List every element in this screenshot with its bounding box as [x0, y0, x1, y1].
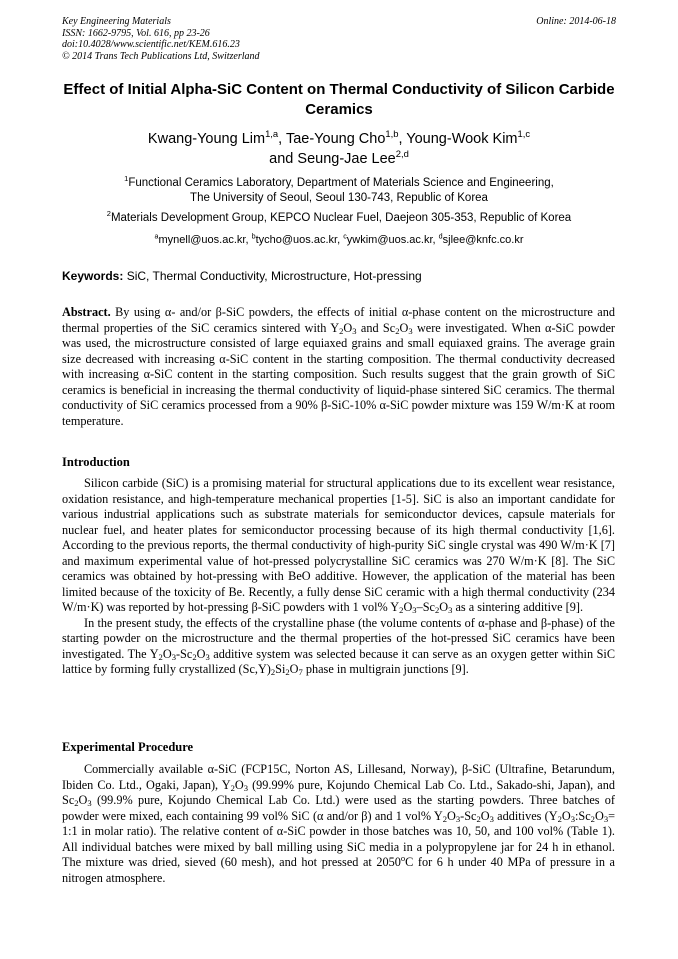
author-name: Kwang-Young Lim — [147, 131, 266, 147]
subscript: 3 — [603, 813, 609, 824]
subscript: 3 — [243, 782, 249, 793]
experimental-body — [62, 762, 615, 886]
subscript: 2 — [158, 651, 163, 662]
email-mark: a — [154, 232, 159, 241]
superscript: o — [400, 852, 406, 863]
journal-issn: ISSN: 1662-9795, Vol. 616, pp 23-26 — [62, 27, 210, 39]
journal-header — [62, 16, 260, 62]
subscript: 2 — [285, 667, 290, 677]
subscript: 2 — [434, 605, 440, 615]
subscript: 3 — [448, 605, 453, 615]
paragraph-text: O — [439, 600, 449, 614]
subscript: 2 — [442, 813, 447, 824]
keywords-label: Keywords: — [62, 269, 124, 283]
email-link[interactable]: mynell@uos.ac.kr — [158, 234, 246, 246]
affiliation-1 — [62, 176, 616, 206]
subscript: 3 — [408, 325, 413, 336]
author-emails: $^a$mynell@uos.ac.kr, $^b$tycho@uos.ac.kr, $^c$ywkim@uos.ac.kr, $^d$sjlee@knfc.co.kr — [154, 232, 524, 246]
journal-name: Key Engineering Materials — [62, 16, 171, 27]
email-mark: b — [251, 232, 256, 241]
author-affil-mark: 1,c — [517, 128, 531, 140]
author-affil-mark: 1,a — [265, 128, 279, 140]
author-list — [62, 129, 616, 169]
subscript: 3 — [489, 813, 494, 824]
paragraph-text: O — [403, 600, 413, 614]
email-mark: c — [343, 232, 347, 241]
email-link[interactable]: ywkim@uos.ac.kr — [346, 234, 433, 246]
paragraph-text: = 1:1 in molar ratio). The relative content of α-SiC powder in those batches was 10, 50, and 100 vol% (Table 1). All individual batches were mixed by ball milling using SiC media in a polypropylene jar for 24 h in ethanol. The mixture was dried, sieved (60 mesh), and hot pressed at 2050 — [62, 808, 616, 869]
paragraph-text: additive system was selected because it can serve as an oxygen getter within SiC lattice by forming fully crystallized (Sc,Y) — [62, 646, 615, 676]
affil-line: The University of Seoul, Seoul 130-743, Republic of Korea — [190, 192, 488, 204]
paragraph-text: O — [447, 808, 456, 823]
intro-paragraph-2 — [62, 616, 615, 678]
subscript: 2 — [590, 813, 595, 824]
subscript: 2 — [270, 667, 276, 677]
subscript: 2 — [557, 813, 562, 824]
affil-line: Materials Development Group, KEPCO Nuclear Fuel, Daejeon 305-353, Republic of Korea — [110, 212, 572, 224]
subscript: 3 — [412, 605, 417, 615]
experimental-paragraph-1 — [62, 762, 615, 886]
subscript: 2 — [230, 782, 235, 793]
abstract-text: O — [399, 320, 409, 335]
abstract-label: Abstract. — [62, 305, 111, 319]
subscript: 3 — [171, 651, 176, 662]
subscript: 2 — [476, 813, 481, 824]
abstract-text: and Sc — [356, 320, 396, 335]
paragraph-text: (99.9% pure, Kojundo Chemical Lab Co. Ltd.) were used as the starting powders. Three batches of powder were mixed, each containing 99 vol% SiC (α and/or β) and 1 vol% Y — [62, 793, 615, 823]
paragraph-text: -Sc — [175, 646, 193, 661]
paragraph-text: as a sintering additive [9]. — [452, 600, 584, 614]
abstract-text: O — [343, 320, 353, 335]
paragraph-text: O — [594, 808, 604, 823]
author-name: Young-Wook Kim — [406, 131, 518, 147]
paragraph-text: :Sc — [575, 808, 591, 823]
paragraph-text: O — [561, 808, 571, 823]
paragraph-text: -Sc — [460, 808, 477, 823]
abstract-text: were investigated. When α-SiC powder was used, the microstructure consisted of large equiaxed grains and small equiaxed grains. The average grain size decreased with increasing α-SiC content in the starting composition. The thermal conductivity decreased with increasing α-SiC content in the starting composition. Such results suggest that the grain growth of SiC ceramics is beneficial in increasing the thermal conductivity of liquid-phase sintered SiC ceramics. The thermal conductivity of SiC ceramics processed from a 90% β-SiC-10% α-SiC powder mixture was 159 W/m·K at room temperature. — [62, 320, 616, 428]
online-date: Online: 2014-06-18 — [536, 16, 616, 27]
author-affil-mark: 2,d — [395, 148, 409, 160]
paragraph-text: O — [196, 646, 206, 661]
paragraph-text: Si — [275, 662, 286, 676]
section-heading-experimental: Experimental Procedure — [62, 740, 194, 754]
paragraph-text: O — [289, 662, 299, 676]
affil-mark: 1 — [124, 174, 129, 184]
subscript: 3 — [87, 798, 92, 808]
subscript: 2 — [395, 325, 400, 336]
paper-title: Effect of Initial Alpha-SiC Content on Thermal Conductivity of Silicon Carbide Ceramics — [63, 81, 615, 118]
paragraph-text: C for 6 h under 40 MPa of pressure in a nitrogen atmosphere. — [62, 855, 615, 885]
email-link[interactable]: tycho@uos.ac.kr — [255, 234, 338, 246]
paragraph-text: O — [480, 808, 490, 823]
keywords — [62, 268, 616, 284]
subscript: 3 — [352, 325, 357, 336]
intro-paragraph-1 — [62, 476, 615, 616]
affil-mark: 2 — [106, 209, 111, 219]
author-name: Tae-Young Cho — [285, 131, 386, 147]
paragraph-text: O — [234, 777, 244, 792]
subscript: 2 — [192, 651, 197, 662]
author-separator: , — [278, 131, 286, 147]
subscript: 7 — [298, 667, 303, 677]
section-heading-introduction: Introduction — [62, 455, 130, 469]
email-mark: d — [438, 232, 443, 241]
affil-line: Functional Ceramics Laboratory, Department of Materials Science and Engineering, — [128, 177, 554, 189]
subscript: 2 — [399, 605, 404, 615]
author-affil-mark: 1,b — [385, 128, 399, 140]
subscript: 2 — [339, 325, 344, 336]
affiliation-2 — [62, 211, 616, 226]
paragraph-text: Silicon carbide (SiC) is a promising material for structural applications due to its excellent wear resistance, oxidation resistance, and high-temperature mechanical properties [1-5]. SiC is also an important candidate for various industrial applications such as substrate materials for semiconductor devices, capsule materials for nuclear fuel, and heater plates for semiconductor processing because of its high thermal conductivity [1,6]. According to the previous reports, the thermal conductivity of high-purity SiC single crystal was 490 W/m·K [7] and maximum experimental value of hot-pressed polycrystalline SiC ceramics was 270 W/m·K [8]. The SiC ceramics was obtained by hot-pressing with BeO additive. However, the application of the material has been limited because of the toxicity of Be. Recently, a fully dense SiC ceramic with a high thermal conductivity (234 W/m·K) was reported by hot-pressing β-SiC powders with 1 vol% Y — [62, 476, 615, 614]
subscript: 3 — [205, 651, 210, 662]
paragraph-text: phase in multigrain junctions [9]. — [302, 662, 469, 676]
paragraph-text: additives (Y — [493, 808, 558, 823]
author-separator: , — [398, 131, 407, 147]
subscript: 3 — [570, 813, 576, 824]
paragraph-text: O — [78, 793, 88, 807]
subscript: 2 — [74, 798, 79, 808]
paragraph-text: Commercially available α-SiC (FCP15C, Norton AS, Lillesand, Norway), β-SiC (Ultrafine, Betarundum, Ibiden Co. Ltd., Ogaki, Japan), Y — [62, 762, 615, 792]
paragraph-text: –Sc — [416, 600, 435, 614]
paragraph-text: In the present study, the effects of the crystalline phase (the volume contents of α-phase and β-phase) of the starting powder on the microstructure and the thermal properties of the hot-pressed SiC ceramics have been investigated. The Y — [62, 615, 615, 661]
subscript: 3 — [455, 813, 461, 824]
introduction-body — [62, 476, 615, 678]
keywords-text: SiC, Thermal Conductivity, Microstructure, Hot-pressing — [126, 269, 422, 283]
author-name: and Seung-Jae Lee — [269, 151, 396, 167]
journal-copyright: © 2014 Trans Tech Publications Ltd, Switzerland — [62, 50, 260, 62]
email-link[interactable]: sjlee@knfc.co.kr — [442, 234, 524, 246]
abstract — [62, 305, 615, 429]
abstract-text: By using α- and/or β-SiC powders, the effects of initial α-phase content on the microstructure and thermal properties of the SiC ceramics sintered with Y — [62, 305, 615, 335]
paragraph-text: (99.99% pure, Kojundo Chemical Lab Co. Ltd., Sakado-shi, Japan), and Sc — [62, 777, 615, 807]
journal-doi: doi:10.4028/www.scientific.net/KEM.616.23 — [62, 39, 240, 50]
paragraph-text: O — [162, 646, 172, 661]
